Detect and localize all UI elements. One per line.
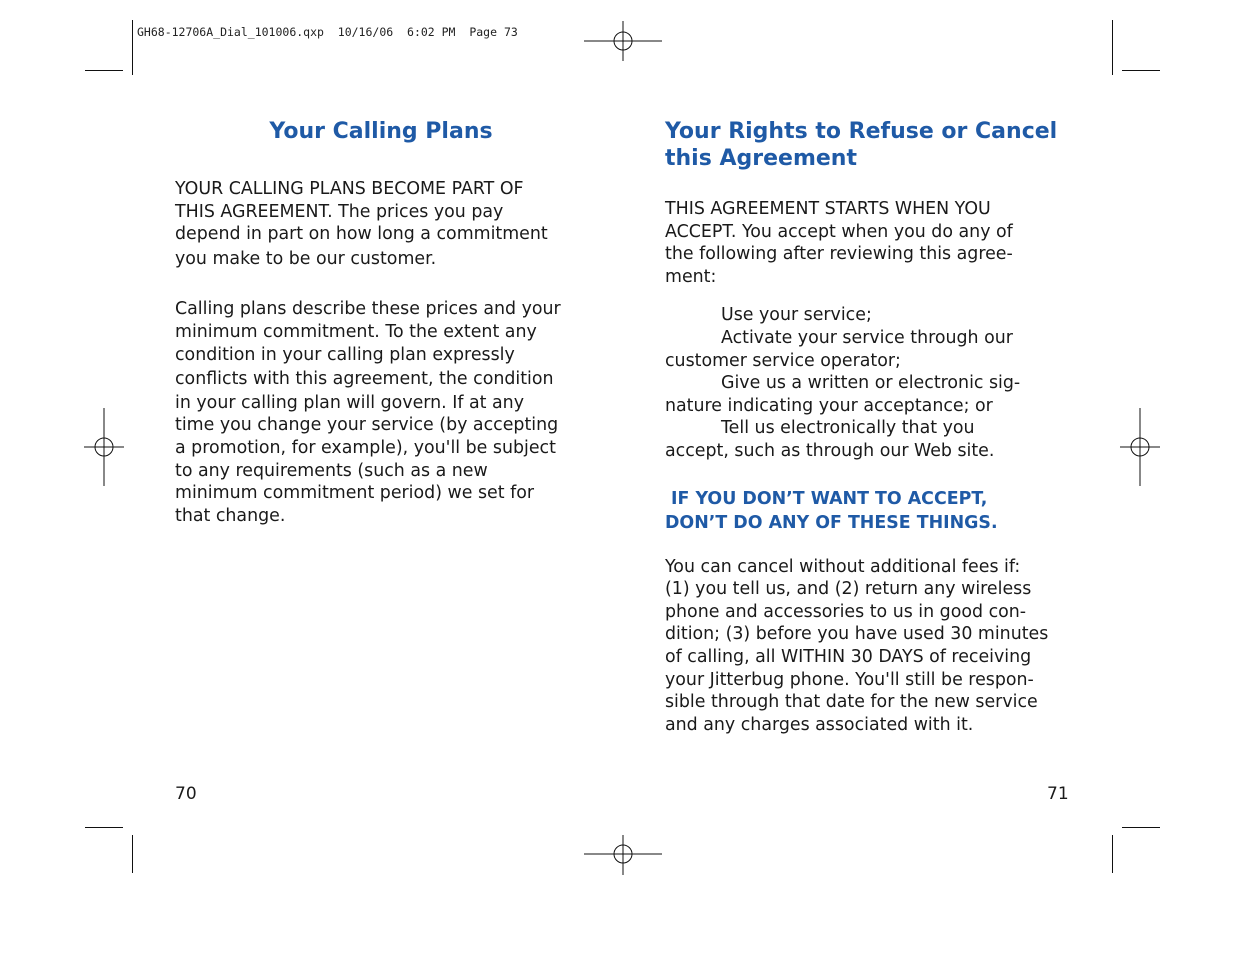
crop-mark	[1122, 70, 1160, 71]
left-page	[175, 118, 587, 527]
page-number: 71	[1047, 784, 1069, 804]
registration-mark-icon	[584, 21, 662, 61]
print-slug: GH68-12706A_Dial_101006.qxp 10/16/06 6:02 PM Page 73	[137, 25, 518, 39]
text-line: THIS AGREEMENT. The prices you pay	[175, 201, 504, 222]
page-title: Your Calling Plans	[269, 119, 493, 144]
paragraph	[665, 556, 1075, 737]
list-item: Give us a written or electronic sig-	[721, 373, 1021, 394]
text-line: depend in part on how long a commitment	[175, 224, 548, 245]
crop-mark	[1122, 827, 1160, 828]
crop-mark	[85, 827, 123, 828]
text-line: phone and accessories to us in good con-	[665, 601, 1027, 622]
title-line: Your Rights to Refuse or Cancel	[665, 119, 1058, 144]
warning-callout	[665, 487, 1075, 535]
text-line: your Jitterbug phone. You'll still be respon-	[665, 669, 1034, 690]
list-item: Activate your service through our	[721, 327, 1013, 348]
paragraph	[175, 178, 587, 270]
list-item: Use your service;	[721, 305, 872, 326]
text-line: in your calling plan will govern. If at any	[175, 392, 524, 413]
registration-mark-icon	[84, 408, 124, 486]
crop-mark	[1112, 20, 1113, 75]
text-line: and any charges associated with it.	[665, 714, 974, 735]
text-line: You can cancel without additional fees if:	[665, 556, 1021, 577]
list-item-continuation: nature indicating your acceptance; or	[665, 395, 993, 416]
text-line: the following after reviewing this agree-	[665, 244, 1013, 265]
text-line: a promotion, for example), you'll be subject	[175, 437, 556, 458]
text-line: minimum commitment. To the extent any	[175, 321, 537, 342]
right-page	[665, 118, 1075, 736]
list-item-continuation: customer service operator;	[665, 350, 901, 371]
paragraph	[175, 298, 587, 527]
text-line: of calling, all WITHIN 30 DAYS of receiving	[665, 646, 1032, 667]
list-item-continuation: accept, such as through our Web site.	[665, 440, 995, 461]
text-line: to any requirements (such as a new	[175, 460, 488, 481]
page-number: 70	[175, 784, 197, 804]
text-line: YOUR CALLING PLANS BECOME PART OF	[175, 179, 524, 199]
registration-mark-icon	[584, 835, 662, 875]
paragraph	[665, 198, 1075, 288]
warning-line: DON’T DO ANY OF THESE THINGS.	[665, 512, 998, 533]
text-line: condition in your calling plan expressly	[175, 344, 515, 365]
list-item: Tell us electronically that you	[721, 418, 975, 439]
crop-mark	[85, 70, 123, 71]
text-line: Calling plans describe these prices and your	[175, 299, 561, 320]
text-line: THIS AGREEMENT STARTS WHEN YOU	[665, 199, 991, 219]
text-line: minimum commitment period) we set for	[175, 483, 534, 504]
text-line: ment:	[665, 266, 717, 287]
text-line: sible through that date for the new service	[665, 692, 1038, 713]
text-line: conflicts with this agreement, the condition	[175, 369, 554, 390]
acceptance-list	[665, 304, 1075, 462]
crop-mark	[132, 835, 133, 873]
text-line: you make to be our customer.	[175, 248, 437, 269]
page-title	[665, 118, 1075, 172]
text-line: dition; (3) before you have used 30 minutes	[665, 624, 1049, 645]
text-line: that change.	[175, 505, 286, 526]
text-line: ACCEPT. You accept when you do any of	[665, 221, 1013, 242]
warning-line: IF YOU DON’T WANT TO ACCEPT,	[665, 488, 988, 509]
registration-mark-icon	[1120, 408, 1160, 486]
crop-mark	[1112, 835, 1113, 873]
text-line: time you change your service (by accepting	[175, 415, 559, 436]
crop-mark	[132, 20, 133, 75]
title-line: this Agreement	[665, 146, 857, 171]
text-line: (1) you tell us, and (2) return any wireless	[665, 579, 1032, 600]
